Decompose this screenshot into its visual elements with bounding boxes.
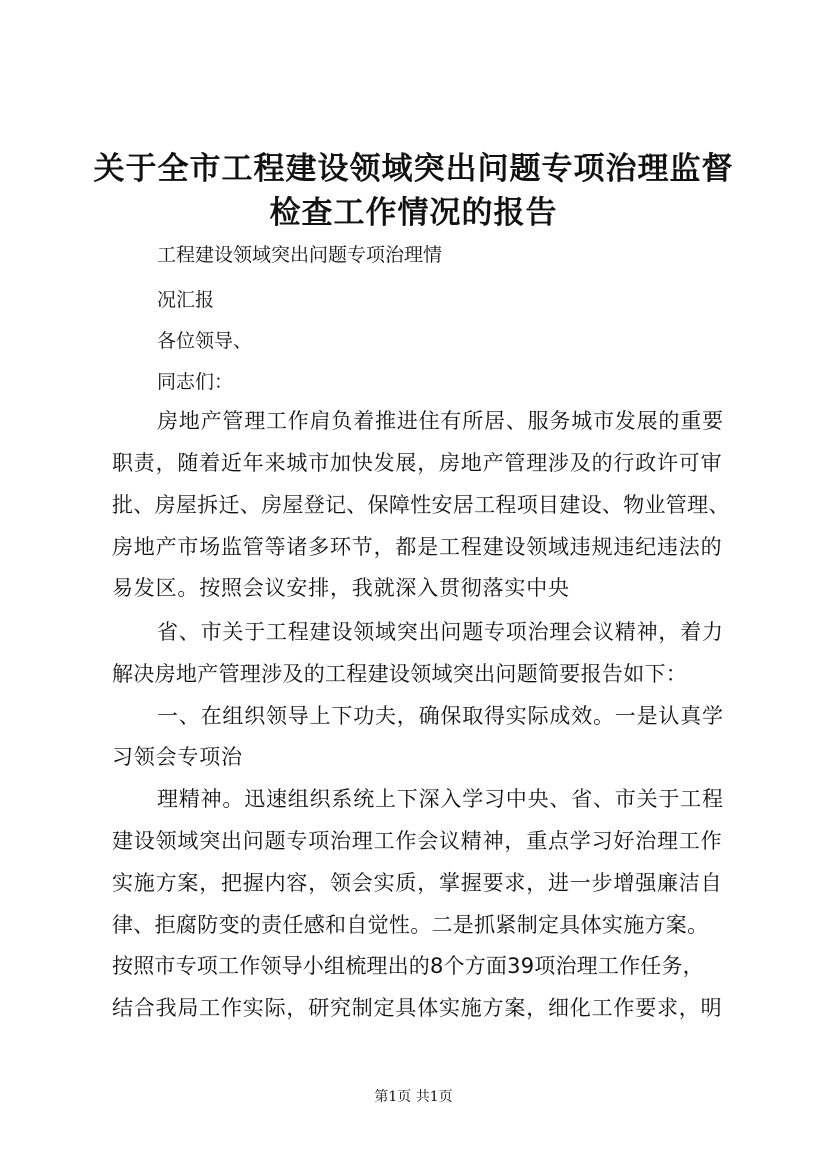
paragraph-4-line-3: 实施方案，把握内容，领会实质，掌握要求，进一步增强廉洁自 [112, 871, 723, 895]
page-number-footer: 第1页 共1页 [374, 1089, 453, 1105]
paragraph-1-line-3: 批、房屋拆迁、房屋登记、保障性安居工程项目建设、物业管理、 [112, 493, 730, 517]
document-title-line-2: 检查工作情况的报告 [269, 195, 558, 231]
paragraph-4-line-1: 理精神。迅速组织系统上下深入学习中央、省、市关于工程 [157, 787, 724, 811]
greeting-line-1: 各位领导、 [157, 330, 253, 352]
paragraph-1-line-4: 房地产市场监管等诸多环节，都是工程建设领域违规违纪违法的 [112, 535, 723, 559]
subtitle-line-1: 工程建设领域突出问题专项治理情 [157, 244, 443, 266]
paragraph-1-line-2: 职责，随着近年来城市加快发展，房地产管理涉及的行政许可审 [112, 451, 723, 475]
paragraph-4-line-4: 律、拒腐防变的责任感和自觉性。二是抓紧制定具体实施方案。 [112, 913, 709, 937]
subtitle-line-2: 况汇报 [157, 289, 215, 311]
paragraph-4-line-2: 建设领域突出问题专项治理工作会议精神，重点学习好治理工作 [112, 829, 723, 853]
document-title-line-1: 关于全市工程建设领域突出问题专项治理监督 [93, 151, 734, 187]
paragraph-2-line-1: 省、市关于工程建设领域突出问题专项治理会议精神，着力 [157, 620, 724, 644]
greeting-line-2: 同志们： [157, 371, 234, 393]
paragraph-4-line-5: 按照市专项工作领导小组梳理出的8个方面39项治理工作任务， [112, 954, 704, 978]
paragraph-3-line-1: 一、在组织领导上下功夫，确保取得实际成效。一是认真学 [157, 704, 724, 728]
paragraph-3-line-2: 习领会专项治 [112, 745, 243, 769]
paragraph-2-line-2: 解决房地产管理涉及的工程建设领域突出问题简要报告如下： [112, 662, 688, 686]
paragraph-1-line-5: 易发区。按照会议安排，我就深入贯彻落实中央 [112, 576, 570, 600]
paragraph-1-line-1: 房地产管理工作肩负着推进住有所居、服务城市发展的重要 [157, 409, 724, 433]
paragraph-4-line-6: 结合我局工作实际，研究制定具体实施方案，细化工作要求，明 [112, 996, 723, 1020]
